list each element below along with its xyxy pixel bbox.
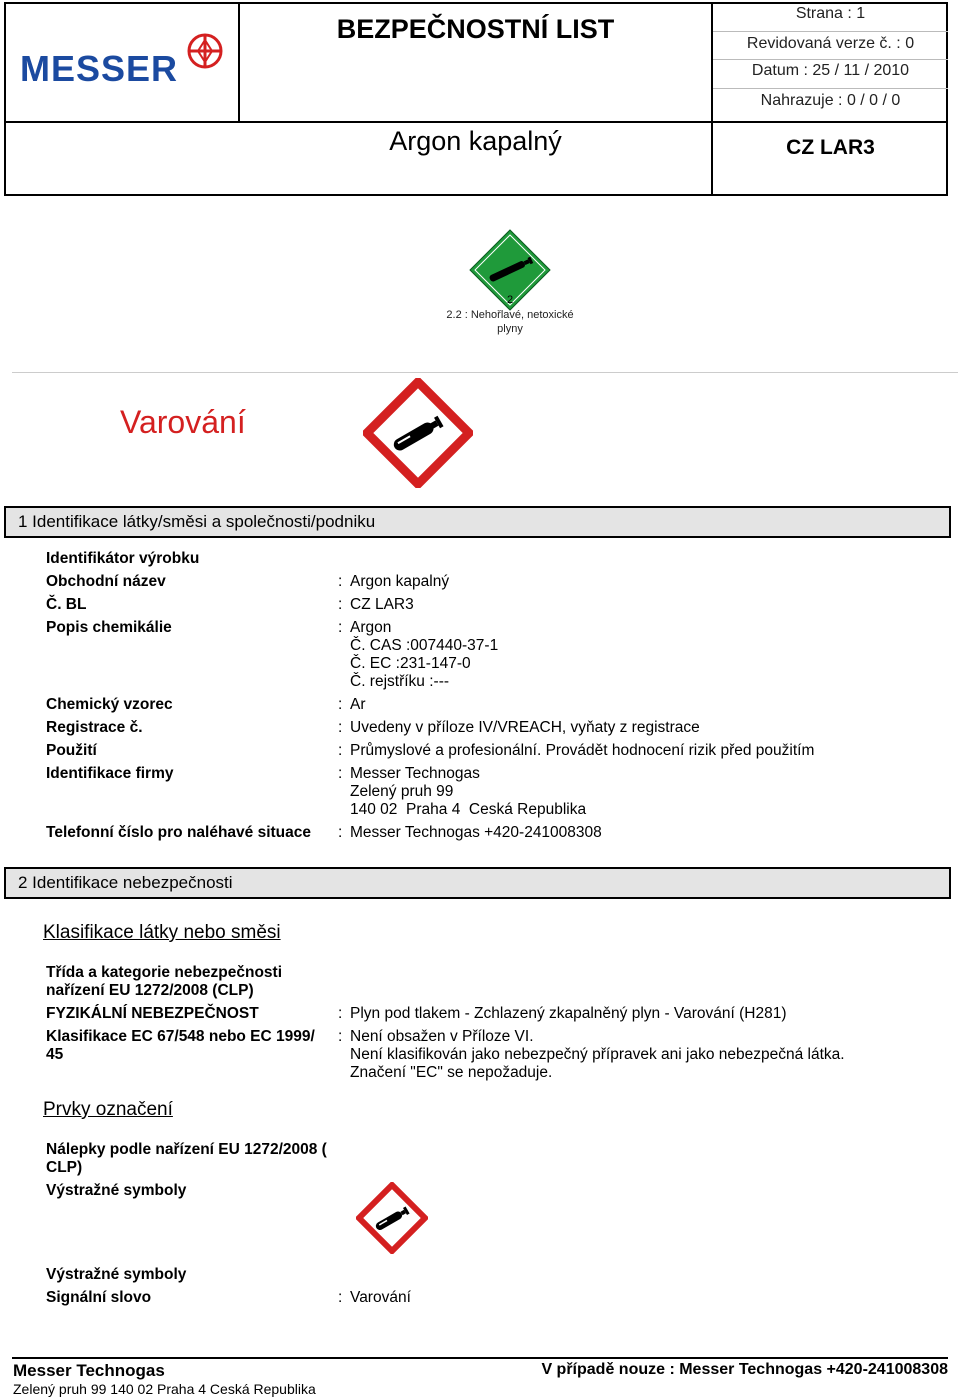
messer-logo-text: MESSER bbox=[20, 48, 179, 89]
colon: : bbox=[338, 765, 343, 782]
product-name: Argon kapalný bbox=[389, 126, 562, 156]
use-label: Použití bbox=[46, 742, 97, 759]
revision-number: Revidovaná verze č. : 0 bbox=[746, 35, 915, 52]
colon: : bbox=[338, 1005, 343, 1022]
emergency-phone-value: Messer Technogas +420-241008308 bbox=[350, 824, 602, 841]
colon: : bbox=[338, 619, 343, 636]
footer-address: Zelený pruh 99 140 02 Praha 4 Ceská Republika bbox=[13, 1381, 316, 1397]
transport-caption: 2.2 : Nehořlavé, netoxické bbox=[446, 309, 574, 321]
company-value: Messer Technogas Zelený pruh 99 140 02 Praha 4 Ceská Republika bbox=[350, 765, 587, 818]
sds-number-label: Č. BL bbox=[46, 596, 87, 613]
signal-word-label: Signální slovo bbox=[46, 1289, 152, 1306]
hazard-symbols-label-2: Výstražné symboly bbox=[46, 1266, 187, 1283]
section-1-header: 1 Identifikace látky/směsi a společnosti/podniku bbox=[4, 506, 951, 538]
colon: : bbox=[338, 1289, 343, 1306]
colon: : bbox=[338, 742, 343, 759]
footer-company: Messer Technogas bbox=[13, 1361, 165, 1380]
page-number: Strana : 1 bbox=[795, 5, 866, 22]
transport-class-number: 2 bbox=[506, 294, 514, 306]
trade-name-label: Obchodní název bbox=[46, 573, 166, 590]
physical-hazard-label: FYZIKÁLNÍ NEBEZPEČNOST bbox=[46, 1005, 259, 1022]
hazard-symbols-label: Výstražné symboly bbox=[46, 1182, 187, 1199]
separator bbox=[12, 372, 958, 373]
colon: : bbox=[338, 573, 343, 590]
colon: : bbox=[338, 824, 343, 841]
meta-divider bbox=[713, 59, 948, 60]
labels-regulation-label: Nálepky podle nařízení EU 1272/2008 ( CLP) bbox=[46, 1141, 327, 1176]
chemical-description-label: Popis chemikálie bbox=[46, 619, 172, 636]
supersedes: Nahrazuje : 0 / 0 / 0 bbox=[760, 92, 901, 109]
document-title: BEZPEČNOSTNÍ LIST bbox=[336, 14, 615, 44]
ghs-gas-cylinder-icon bbox=[363, 378, 473, 488]
section-2-header: 2 Identifikace nebezpečnosti bbox=[4, 867, 951, 899]
registration-value: Uvedeny v příloze IV/VREACH, vyňaty z registrace bbox=[350, 719, 700, 736]
meta-divider bbox=[713, 88, 948, 89]
company-label: Identifikace firmy bbox=[46, 765, 174, 782]
ghs-gas-cylinder-small-icon bbox=[356, 1182, 428, 1254]
revision-date: Datum : 25 / 11 / 2010 bbox=[751, 62, 910, 79]
trade-name-value: Argon kapalný bbox=[350, 573, 450, 590]
colon: : bbox=[338, 596, 343, 613]
registration-label: Registrace č. bbox=[46, 719, 143, 736]
hazard-class-label: Třída a kategorie nebezpečnosti nařízení EU 1272/2008 (CLP) bbox=[46, 964, 283, 999]
emergency-phone-label: Telefonní číslo pro naléhavé situace bbox=[46, 824, 312, 841]
signal-word-value: Varování bbox=[350, 1289, 411, 1306]
signal-word-banner: Varování bbox=[120, 404, 246, 440]
transport-label-2-2-icon bbox=[469, 229, 551, 311]
colon: : bbox=[338, 1028, 343, 1045]
sds-number-value: CZ LAR3 bbox=[350, 596, 414, 613]
chemical-formula-label: Chemický vzorec bbox=[46, 696, 173, 713]
chemical-formula-value: Ar bbox=[350, 696, 366, 713]
product-identifier-heading: Identifikátor výrobku bbox=[46, 550, 200, 567]
messer-logo-icon bbox=[186, 32, 224, 70]
product-code: CZ LAR3 bbox=[786, 136, 875, 159]
header-divider bbox=[4, 121, 948, 123]
chemical-description-value: Argon Č. CAS :007440-37-1 Č. EC :231-147-0 Č. rejstříku :--- bbox=[350, 619, 499, 690]
physical-hazard-value: Plyn pod tlakem - Zchlazený zkapalněný plyn - Varování (H281) bbox=[350, 1005, 787, 1022]
transport-caption-line2: plyny bbox=[497, 323, 523, 335]
meta-divider bbox=[713, 31, 948, 32]
colon: : bbox=[338, 696, 343, 713]
footer-divider bbox=[12, 1357, 948, 1359]
use-value: Průmyslové a profesionální. Provádět hodnocení rizik před použitím bbox=[350, 742, 815, 759]
label-elements-heading: Prvky označení bbox=[43, 1099, 173, 1120]
footer-emergency: V případě nouze : Messer Technogas +420-241008308 bbox=[541, 1361, 948, 1378]
classification-heading: Klasifikace látky nebo směsi bbox=[43, 922, 281, 943]
colon: : bbox=[338, 719, 343, 736]
ec-classification-label: Klasifikace EC 67/548 nebo EC 1999/ 45 bbox=[46, 1028, 315, 1063]
ec-classification-value: Není obsažen v Příloze VI. Není klasifikován jako nebezpečný přípravek ani jako nebezpečná látka. Značení "EC" se nepožaduje. bbox=[350, 1028, 845, 1081]
